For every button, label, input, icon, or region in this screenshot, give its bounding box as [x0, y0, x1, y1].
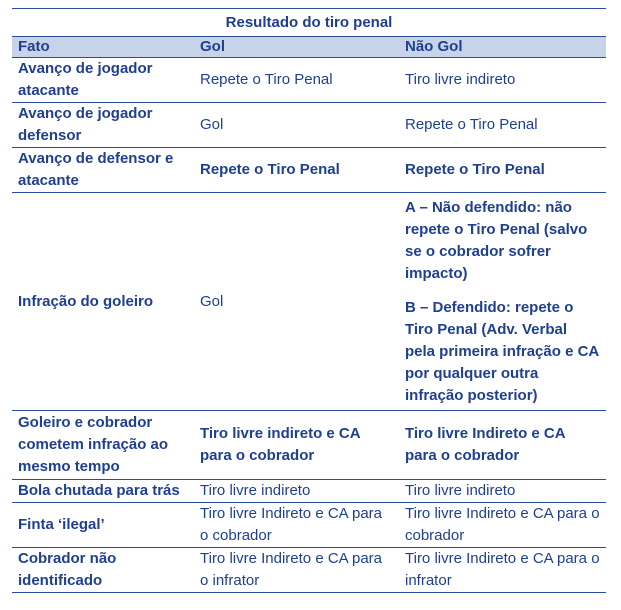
- nao-gol-case-a: A – Não defendido: não repete o Tiro Penal (salvo se o cobrador sofrer impacto): [405, 198, 588, 282]
- table-row: [12, 193, 606, 411]
- row-nao-gol: Tiro livre Indireto e CA para o cobrador: [399, 503, 606, 548]
- row-gol: Tiro livre Indireto e CA para o cobrador: [194, 503, 399, 548]
- table-row: [12, 480, 606, 503]
- table-row: [12, 503, 606, 548]
- row-gol: Tiro livre Indireto e CA para o infrator: [194, 548, 399, 593]
- row-fato: Avanço de jogador defensor: [12, 103, 194, 148]
- row-nao-gol: Repete o Tiro Penal: [399, 148, 606, 193]
- row-gol: Tiro livre indireto e CA para o cobrador: [194, 411, 399, 480]
- table-row: [12, 58, 606, 103]
- row-nao-gol: Tiro livre indireto: [399, 58, 606, 103]
- row-fato: Goleiro e cobrador cometem infração ao mesmo tempo: [12, 411, 194, 480]
- header-nao-gol: Não Gol: [399, 37, 606, 58]
- table-row: [12, 103, 606, 148]
- table-row: [12, 548, 606, 593]
- row-gol: Gol: [194, 103, 399, 148]
- row-fato: Finta ‘ilegal’: [12, 503, 194, 548]
- row-gol: Repete o Tiro Penal: [194, 148, 399, 193]
- row-nao-gol: Tiro livre Indireto e CA para o infrator: [399, 548, 606, 593]
- table-header-row: [12, 37, 606, 58]
- row-fato: Avanço de defensor e atacante: [12, 148, 194, 193]
- row-fato: Cobrador não identificado: [12, 548, 194, 593]
- row-fato: Infração do goleiro: [12, 193, 194, 411]
- nao-gol-case-b: B – Defendido: repete o Tiro Penal (Adv. Verbal pela primeira infração e CA por qualquer outra infração posterior): [405, 298, 599, 404]
- row-gol: Tiro livre indireto: [194, 480, 399, 503]
- table-row: [12, 148, 606, 193]
- row-fato: Avanço de jogador atacante: [12, 58, 194, 103]
- header-gol: Gol: [194, 37, 399, 58]
- row-nao-gol: Repete o Tiro Penal: [399, 103, 606, 148]
- table-title-row: [12, 9, 606, 37]
- row-fato: Bola chutada para trás: [12, 480, 194, 503]
- table-row: [12, 411, 606, 480]
- header-fato: Fato: [12, 37, 194, 58]
- table-title: Resultado do tiro penal: [12, 9, 606, 37]
- row-gol: Gol: [194, 193, 399, 411]
- row-nao-gol: [399, 193, 606, 411]
- penalty-result-table-container: [12, 8, 606, 593]
- row-gol: Repete o Tiro Penal: [194, 58, 399, 103]
- penalty-result-table: [12, 8, 606, 593]
- row-nao-gol: Tiro livre indireto: [399, 480, 606, 503]
- row-nao-gol: Tiro livre Indireto e CA para o cobrador: [399, 411, 606, 480]
